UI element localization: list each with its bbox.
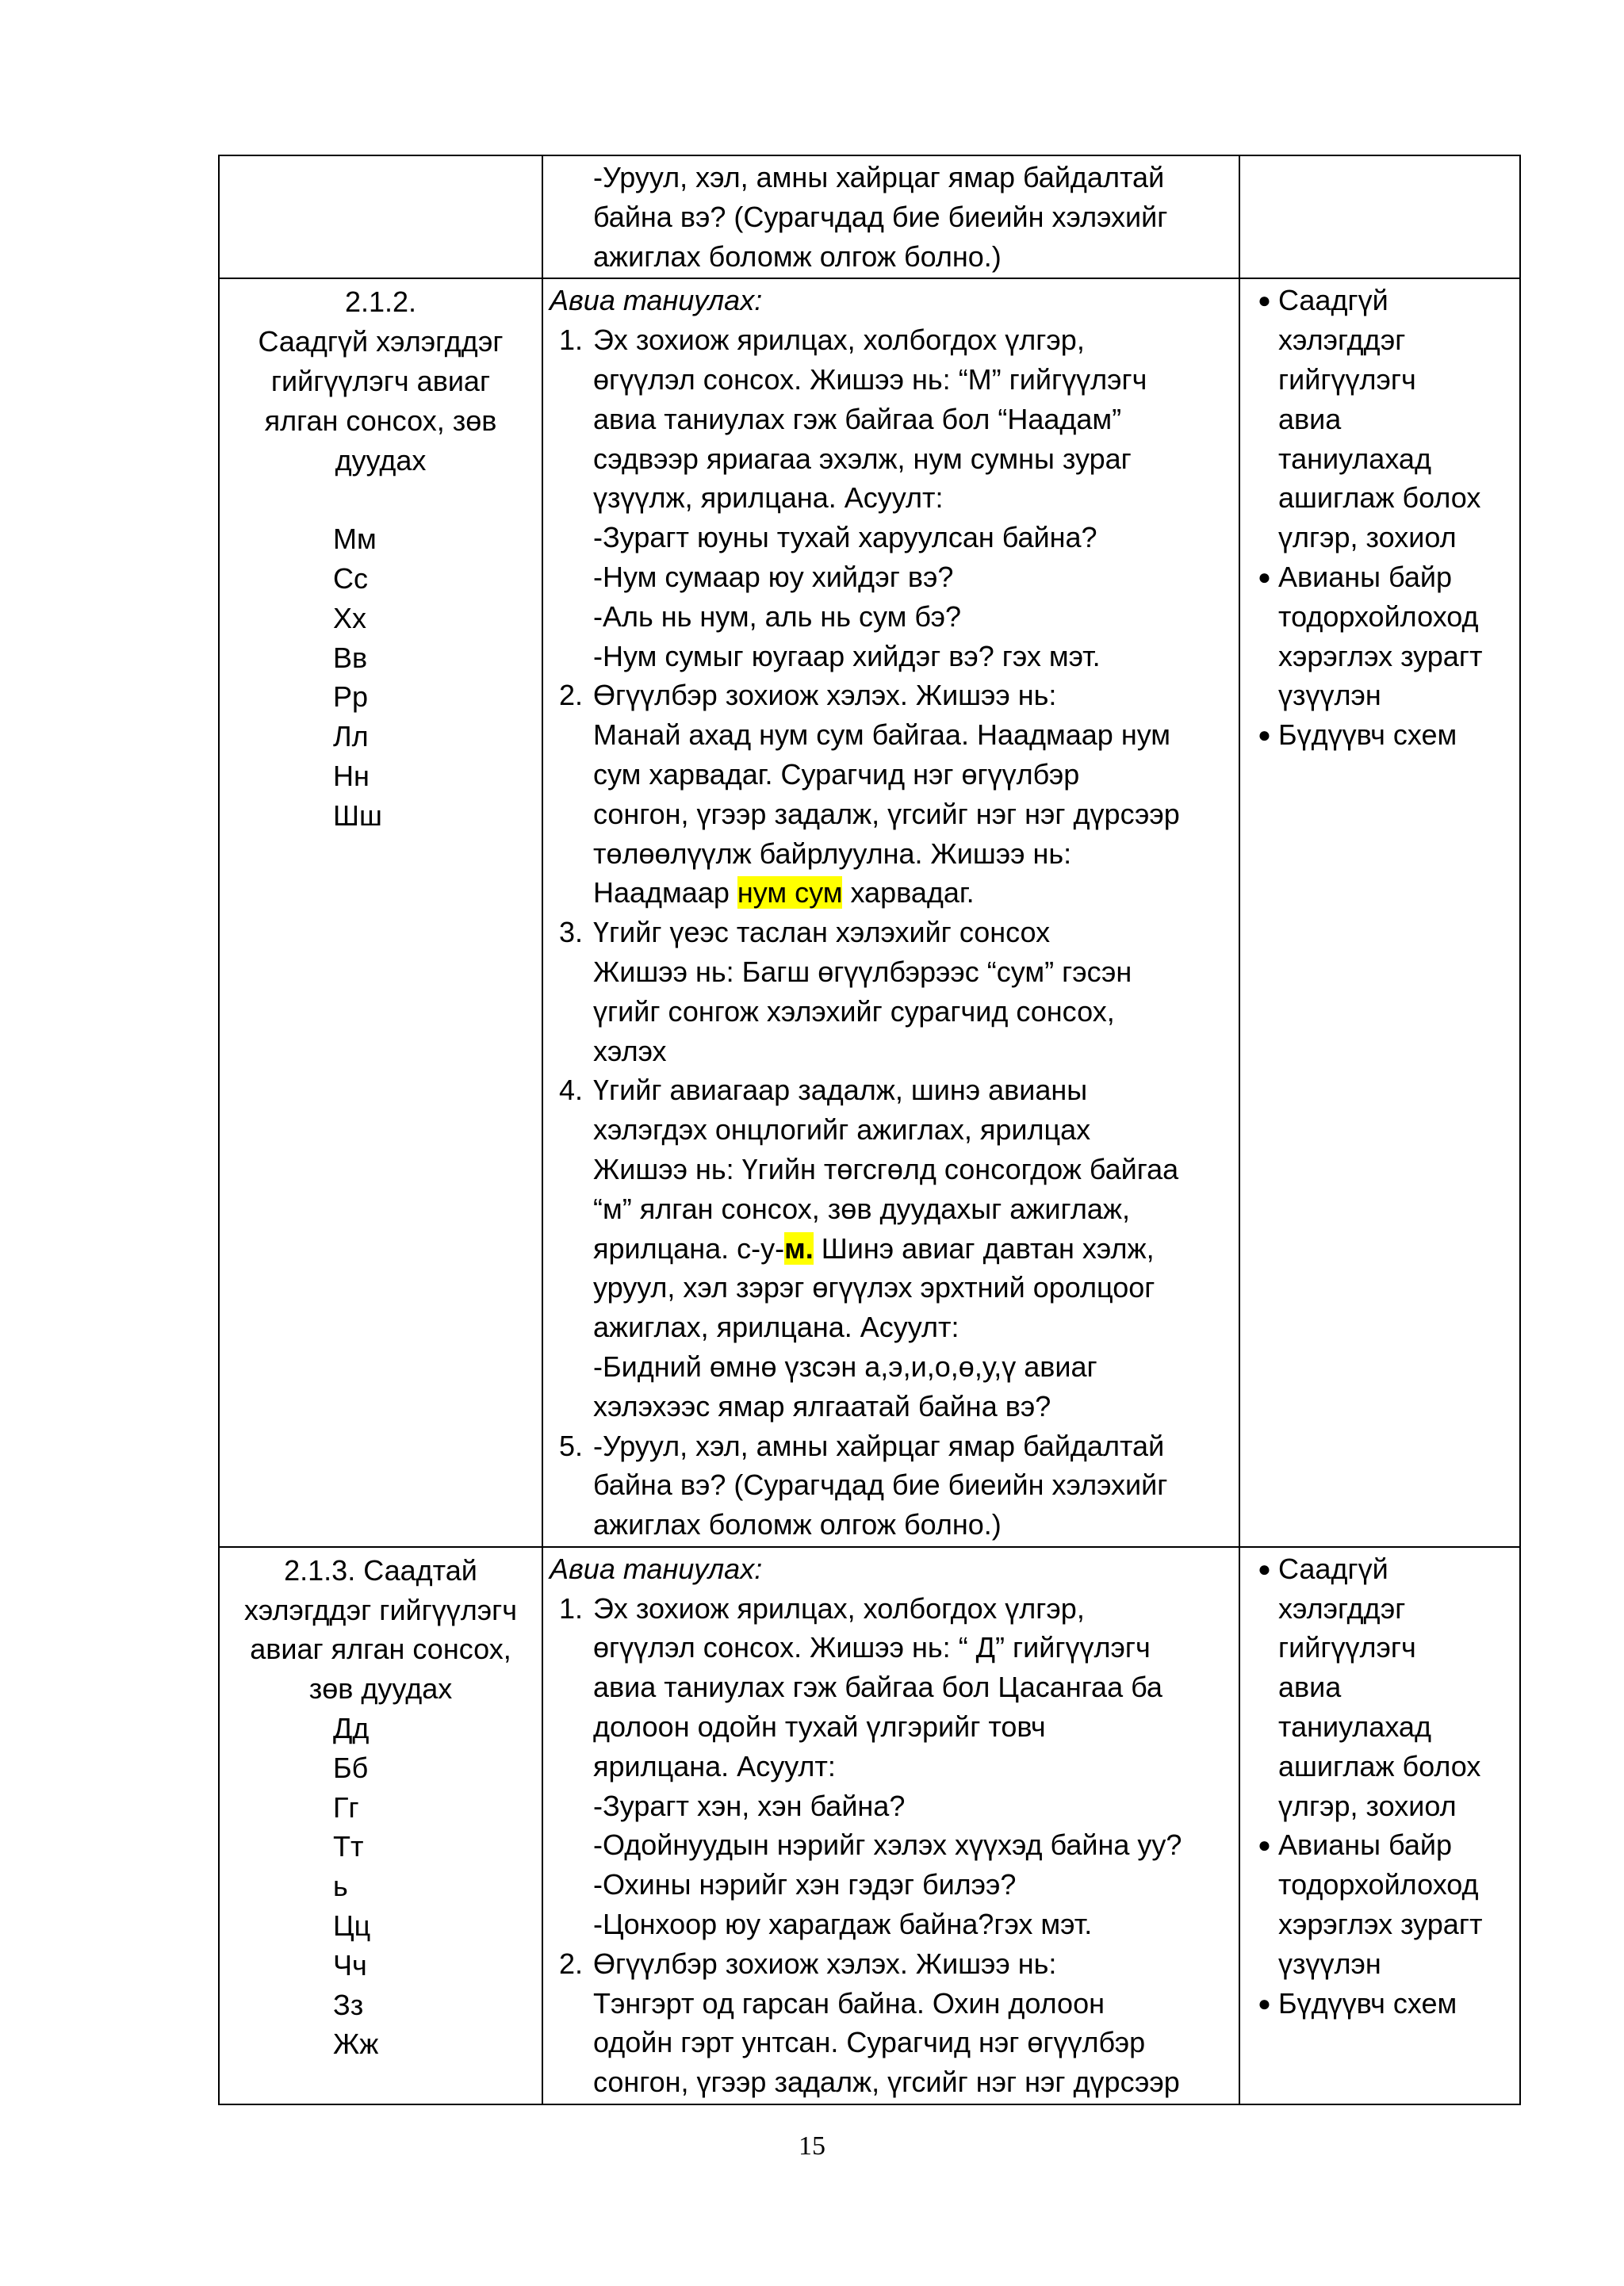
text-line: -Нум сумыг юугаар хийдэг вэ? гэх мэт.	[593, 639, 1101, 672]
text-line: Авианы байр	[1278, 560, 1452, 593]
bullet-icon: ●	[1258, 564, 1271, 589]
bullet-icon: ●	[1258, 1556, 1271, 1581]
text-line: Саадгүй	[1278, 1552, 1388, 1585]
resource-item	[1247, 1825, 1513, 1983]
text-line: хэрэглэх зурагт	[1278, 1908, 1483, 1941]
letter-item: Вв	[333, 641, 368, 674]
text-line: Эх зохиож ярилцах, холбогдох үлгэр,	[593, 324, 1085, 357]
highlighted-text: нум сум	[737, 876, 843, 909]
bullet-icon: ●	[1258, 1990, 1271, 2016]
text-segment: Наадмаар	[593, 876, 737, 909]
topic-cell	[219, 1547, 542, 2104]
topic-line: гийгүүлэгч авиаг	[270, 364, 491, 397]
text-line: ашиглаж болох	[1278, 1749, 1481, 1782]
text-line: байна вэ? (Сурагчдад бие биеийн хэлэхийг	[593, 200, 1168, 233]
text-line: Бүдүүвч схем	[1278, 1986, 1457, 2020]
activity-cell	[542, 1547, 1239, 2104]
resource-list	[1247, 1549, 1513, 2024]
text-line: таниулахад	[1278, 442, 1431, 475]
text-line: ажиглах, ярилцана. Асуулт:	[593, 1311, 959, 1344]
step-number: 3.	[559, 916, 584, 949]
text-line: тодорхойлоход	[1278, 599, 1479, 633]
text-line: үлгэр, зохиол	[1278, 521, 1457, 554]
text-line: Өгүүлбэр зохиож хэлэх. Жишээ нь:	[593, 1947, 1057, 1980]
topic-cell-empty	[219, 155, 542, 278]
text-line: хэлэгддэг	[1278, 324, 1406, 357]
letter-list	[226, 519, 535, 835]
resource-cell	[1239, 278, 1520, 1547]
text-line: уруул, хэл зэрэг өгүүлэх эрхтний оролцоог	[593, 1271, 1155, 1304]
step-item	[550, 1589, 1232, 1944]
text-segment: харвадаг.	[842, 876, 975, 909]
text-line: үзүүлэн	[1278, 1947, 1381, 1980]
step-item	[550, 913, 1232, 1070]
text-line: хэлэхээс ямар ялгаатай байна вэ?	[593, 1389, 1051, 1423]
text-line: “м” ялган сонсох, зөв дуудахыг ажиглаж,	[593, 1192, 1130, 1225]
activity-steps	[550, 320, 1232, 1545]
letter-list	[226, 1709, 535, 2064]
step-item	[550, 676, 1232, 913]
step-item	[550, 1944, 1232, 2102]
text-line: гийгүүлэгч	[1278, 1631, 1416, 1664]
text-line: тодорхойлоход	[1278, 1868, 1479, 1901]
step-number: 5.	[559, 1429, 584, 1462]
page-number: 15	[799, 2131, 825, 2161]
topic-cell	[219, 278, 542, 1547]
activity-cell	[542, 278, 1239, 1547]
letter-item: Рр	[333, 680, 369, 714]
step-number: 2.	[559, 679, 584, 712]
resource-cell	[1239, 1547, 1520, 2104]
text-line: үлгэр, зохиол	[1278, 1789, 1457, 1822]
text-line: Жишээ нь: Багш өгүүлбэрээс “сум” гэсэн	[593, 955, 1132, 988]
activity-intro: Авиа таниулах:	[550, 284, 763, 317]
topic-line: 2.1.3. Саадтай	[284, 1553, 477, 1587]
text-line: сум харвадаг. Сурагчид нэг өгүүлбэр	[593, 757, 1080, 791]
resource-cell-empty	[1239, 155, 1520, 278]
letter-item: Сс	[333, 561, 368, 595]
topic-line: авиаг ялган сонсох,	[250, 1633, 511, 1666]
text-line: ажиглах боломж олгож болно.)	[593, 1508, 1002, 1541]
text-segment: ярилцана. с-у-	[593, 1231, 785, 1265]
step-item	[550, 320, 1232, 676]
text-line: үгийг сонгож хэлэхийг сурагчид сонсох,	[593, 994, 1115, 1028]
resource-item	[1247, 1549, 1513, 1826]
text-line: өгүүлэл сонсох. Жишээ нь: “ Д” гийгүүлэгч	[593, 1631, 1151, 1664]
letter-item: Цц	[333, 1909, 371, 1943]
activity-steps	[550, 1589, 1232, 2102]
text-line: -Уруул, хэл, амны хайрцаг ямар байдалтай	[593, 1429, 1165, 1462]
text-line: Өгүүлбэр зохиож хэлэх. Жишээ нь:	[593, 679, 1057, 712]
topic-line: дуудах	[335, 443, 427, 477]
text-line: Саадгүй	[1278, 284, 1388, 317]
text-line: -Нум сумаар юу хийдэг вэ?	[593, 560, 954, 593]
resource-list	[1247, 281, 1513, 755]
step-item	[550, 1070, 1232, 1426]
activity-intro: Авиа таниулах:	[550, 1552, 763, 1585]
text-line: үзүүлж, ярилцана. Асуулт:	[593, 481, 944, 515]
text-line: -Аль нь нум, аль нь сум бэ?	[593, 599, 962, 633]
resource-item	[1247, 281, 1513, 557]
letter-item: Шш	[333, 798, 382, 832]
text-line: долоон одойн тухай үлгэрийг товч	[593, 1710, 1046, 1744]
letter-item: Зз	[333, 1988, 364, 2021]
topic-line: 2.1.2.	[344, 285, 417, 319]
bullet-icon: ●	[1258, 288, 1271, 313]
step-number: 1.	[559, 324, 584, 357]
step-item	[550, 1426, 1232, 1545]
text-line: Бүдүүвч схем	[1278, 718, 1457, 752]
text-line: ажиглах боломж олгож болно.)	[593, 239, 1002, 273]
bullet-icon: ●	[1258, 1832, 1271, 1858]
letter-item: Лл	[333, 720, 369, 753]
text-line: -Одойнуудын нэрийг хэлэх хүүхэд байна уу?	[593, 1828, 1182, 1862]
text-line: Үгийг авиагаар задалж, шинэ авианы	[593, 1074, 1088, 1107]
letter-item: Хх	[333, 601, 367, 634]
step-number: 2.	[559, 1947, 584, 1980]
text-line: Авианы байр	[1278, 1828, 1452, 1862]
step-number: 4.	[559, 1074, 584, 1107]
activity-cell	[542, 155, 1239, 278]
text-line: ашиглаж болох	[1278, 481, 1481, 515]
text-line: -Зурагт юуны тухай харуулсан байна?	[593, 521, 1097, 554]
text-line: авиа таниулах гэж байгаа бол Цасангаа ба	[593, 1671, 1162, 1704]
bullet-icon: ●	[1258, 722, 1271, 748]
resource-item	[1247, 557, 1513, 715]
text-line: авиа	[1278, 402, 1342, 435]
letter-item: Нн	[333, 759, 370, 792]
lesson-table	[218, 155, 1521, 2105]
example-line	[593, 873, 1232, 913]
text-line: Манай ахад нум сум байгаа. Наадмаар нум	[593, 718, 1171, 752]
text-line: -Зурагт хэн, хэн байна?	[593, 1789, 906, 1822]
text-line: -Цонхоор юу харагдаж байна?гэх мэт.	[593, 1908, 1093, 1941]
text-line: Жишээ нь: Үгийн төгсгөлд сонсогдож байгаа	[593, 1152, 1179, 1185]
text-line: төлөөлүүлж байрлуулна. Жишээ нь:	[593, 837, 1072, 870]
topic-line: ялган сонсох, зөв	[264, 404, 497, 437]
letter-item: Жж	[333, 2028, 379, 2061]
text-line: таниулахад	[1278, 1710, 1431, 1744]
topic-line: зөв дуудах	[308, 1672, 453, 1706]
text-line: Үгийг үеэс таслан хэлэхийг сонсох	[593, 916, 1051, 949]
text-line: ярилцана. Асуулт:	[593, 1749, 836, 1782]
letter-item: ь	[333, 1870, 348, 1903]
text-line: сонгон, үгээр задалж, үгсийг нэг нэг дүрсээр	[593, 2066, 1180, 2099]
step-number: 1.	[559, 1591, 584, 1625]
spacer	[226, 480, 535, 519]
letter-item: Тт	[333, 1830, 364, 1863]
mixed-line	[593, 1229, 1232, 1269]
text-line: үзүүлэн	[1278, 679, 1381, 712]
letter-item: Бб	[333, 1751, 369, 1784]
text-line: -Охины нэрийг хэн гэдэг билээ?	[593, 1868, 1017, 1901]
text-line: Эх зохиож ярилцах, холбогдох үлгэр,	[593, 1591, 1085, 1625]
text-line: хэлэгддэг	[1278, 1591, 1406, 1625]
text-line: гийгүүлэгч	[1278, 362, 1416, 396]
letter-item: Мм	[333, 523, 377, 556]
letter-item: Гг	[333, 1790, 359, 1824]
text-line: хэрэглэх зурагт	[1278, 639, 1483, 672]
highlighted-text: м.	[784, 1231, 814, 1265]
resource-item	[1247, 1984, 1513, 2024]
text-segment: Шинэ авиаг давтан хэлж,	[813, 1231, 1155, 1265]
topic-line: Саадгүй хэлэгддэг	[258, 325, 504, 358]
text-line: -Уруул, хэл, амны хайрцаг ямар байдалтай	[593, 161, 1165, 193]
letter-item: Дд	[333, 1712, 370, 1745]
text-line: хэлэгдэх онцлогийг ажиглах, ярилцах	[593, 1113, 1091, 1147]
resource-item	[1247, 715, 1513, 755]
text-line: авиа таниулах гэж байгаа бол “Наадам”	[593, 402, 1122, 435]
table-row-continuation	[219, 155, 1520, 278]
text-line: сонгон, үгээр задалж, үгсийг нэг нэг дүрсээр	[593, 797, 1180, 830]
letter-item: Чч	[333, 1948, 367, 1982]
text-line: сэдвээр яриагаа эхэлж, нум сумны зураг	[593, 442, 1132, 475]
topic-line: хэлэгддэг гийгүүлэгч	[243, 1593, 518, 1626]
text-line: -Бидний өмнө үзсэн а,э,и,о,ө,у,ү авиаг	[593, 1350, 1097, 1383]
table-row-2-1-3	[219, 1547, 1520, 2104]
text-line: одойн гэрт унтсан. Сурагчид нэг өгүүлбэр	[593, 2026, 1146, 2059]
text-line: авиа	[1278, 1671, 1342, 1704]
text-line: байна вэ? (Сурагчдад бие биеийн хэлэхийг	[593, 1468, 1168, 1502]
text-line: хэлэх	[593, 1034, 667, 1067]
text-line: Тэнгэрт од гарсан байна. Охин долоон	[593, 1986, 1105, 2020]
table-row-2-1-2	[219, 278, 1520, 1547]
text-line: өгүүлэл сонсох. Жишээ нь: “М” гийгүүлэгч	[593, 362, 1147, 396]
